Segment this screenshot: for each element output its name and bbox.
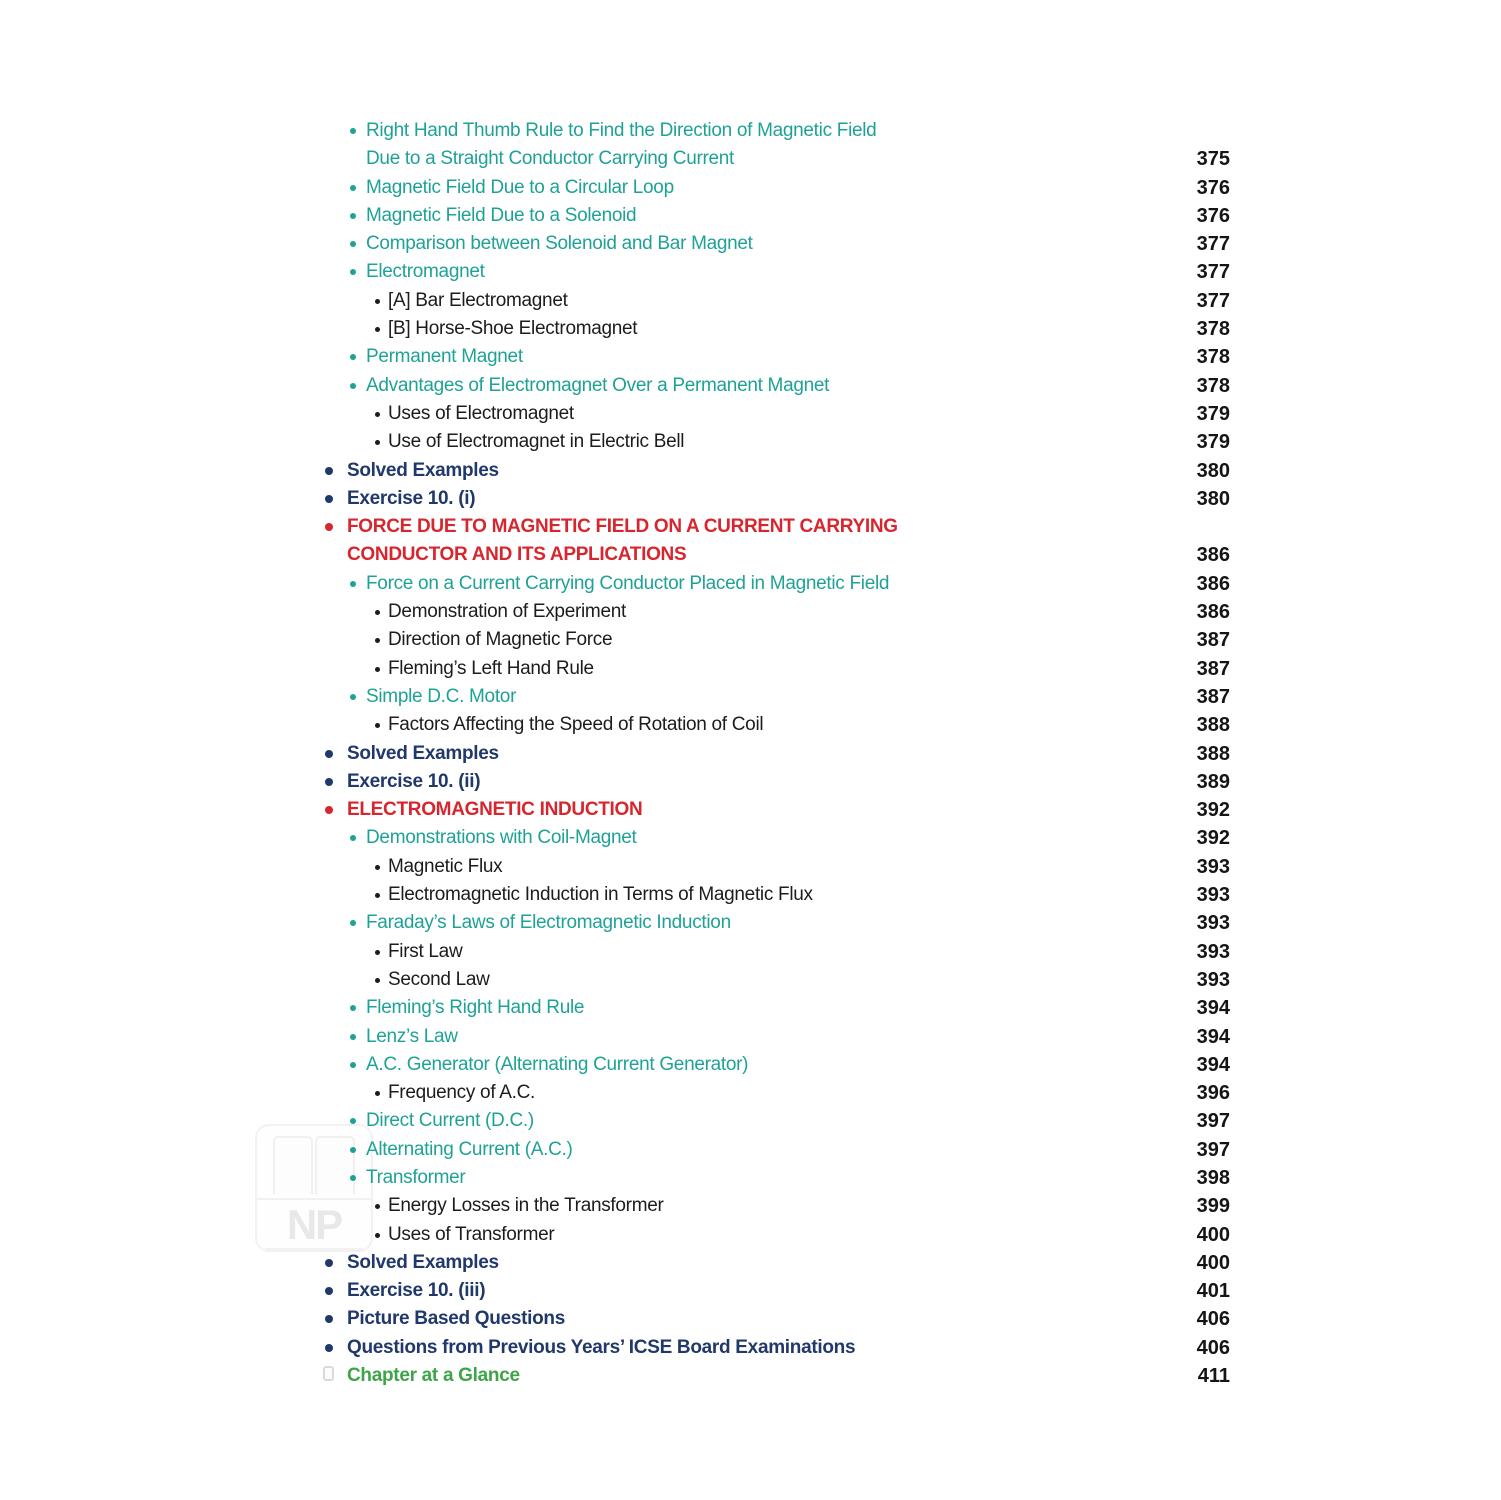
bullet-icon [375,1233,380,1238]
toc-item-page-number: 380 [1196,459,1230,482]
bullet-icon [375,412,380,417]
toc-item-label: Frequency of A.C. [388,1082,535,1104]
toc-item-label: Fleming’s Right Hand Rule [366,997,585,1019]
toc-item [325,485,1230,513]
toc-item [325,202,1230,230]
toc-item [325,853,1230,881]
toc-item [325,117,1230,174]
toc-item-label: Exercise 10. (iii) [347,1280,486,1302]
toc-item [325,1164,1230,1192]
toc-item-main [350,343,1181,371]
toc-item [325,1107,1230,1135]
toc-item-main [350,1136,1181,1164]
toc-item-page-number: 397 [1196,1110,1230,1133]
toc-item-main [350,258,1181,286]
bullet-icon [325,1315,333,1323]
bullet-icon [350,128,356,134]
toc-item-page-number: 400 [1196,1223,1230,1246]
toc-item-label: Solved Examples [347,1251,499,1273]
toc-item-main [350,909,1181,937]
toc-item-page-number: 397 [1196,1138,1230,1161]
toc-item-label: Advantages of Electromagnet Over a Permanent Magnet [366,374,830,396]
toc-item-page-number: 392 [1196,827,1230,850]
toc-item [325,428,1230,456]
toc-item-label: Factors Affecting the Speed of Rotation of Coil [388,714,764,736]
toc-item-main [375,287,1181,315]
bullet-icon [350,213,356,219]
toc-item-main [375,400,1181,428]
toc-item-main [375,655,1181,683]
bullet-icon [350,241,356,247]
toc-item [325,598,1230,626]
toc-item [325,1051,1230,1079]
toc-item-page-number: 378 [1196,374,1230,397]
bullet-icon [350,1147,356,1153]
toc-item-label: Use of Electromagnet in Electric Bell [388,431,685,453]
toc-item-label: Comparison between Solenoid and Bar Magnet [366,233,753,255]
bullet-icon [350,1062,356,1068]
toc-item [325,881,1230,909]
toc-item [325,1249,1230,1277]
toc-item-page-number: 386 [1196,544,1230,567]
toc-item [325,570,1230,598]
toc-item-page-number: 375 [1196,148,1230,171]
toc-item-main [325,768,1181,796]
bullet-icon [375,723,380,728]
toc-item-main [325,1334,1181,1362]
toc-item-label: Transformer [366,1166,466,1188]
toc-item [325,824,1230,852]
toc-item-page-number: 393 [1196,940,1230,963]
bullet-icon [375,299,380,304]
bullet-icon [375,1204,380,1209]
toc-item [325,938,1230,966]
toc-item-main [325,1305,1181,1333]
toc-item [325,994,1230,1022]
toc-item-page-number: 386 [1196,601,1230,624]
toc-item-main [375,598,1181,626]
bullet-icon [325,1344,333,1352]
toc-item-page-number: 387 [1196,657,1230,680]
toc-item-page-number: 394 [1196,1053,1230,1076]
toc-item-label: Uses of Transformer [388,1223,555,1245]
toc-item-page-number: 380 [1196,487,1230,510]
toc-item-label: Magnetic Field Due to a Solenoid [366,204,637,226]
bullet-icon [350,835,356,841]
toc-item-main [325,1277,1181,1305]
bullet-icon [350,269,356,275]
toc-item-label: Electromagnetic Induction in Terms of Magnetic Flux [388,884,813,906]
bullet-icon [350,1175,356,1181]
toc-item [325,1277,1230,1305]
bullet-icon [375,950,380,955]
toc-item [325,655,1230,683]
page-icon [323,1366,334,1381]
toc-item [325,683,1230,711]
toc-item-page-number: 378 [1196,346,1230,369]
toc-item [325,1136,1230,1164]
toc-item [325,1334,1230,1362]
toc-item-main [350,1107,1181,1135]
toc-item-label: Direct Current (D.C.) [366,1110,534,1132]
toc-item-main [325,457,1181,485]
bullet-icon [350,920,356,926]
toc-item-main [350,1051,1181,1079]
toc-item [325,711,1230,739]
toc-item-page-number: 406 [1196,1336,1230,1359]
bullet-icon [350,354,356,360]
toc-item-label: [A] Bar Electromagnet [388,289,568,311]
toc-item-main [375,938,1181,966]
toc-item [325,372,1230,400]
bullet-icon [350,581,356,587]
toc-item [325,1362,1230,1390]
toc-item-page-number: 393 [1196,968,1230,991]
toc-item [325,343,1230,371]
toc-item [325,258,1230,286]
toc-item-main [325,485,1181,513]
toc-item-page-number: 394 [1196,1025,1230,1048]
toc-item-page-number: 400 [1196,1251,1230,1274]
toc-item-label: Electromagnet [366,261,485,283]
toc-item-page-number: 378 [1196,318,1230,341]
bullet-icon [325,1287,333,1295]
toc-item-page-number: 377 [1196,261,1230,284]
toc-item-label: Solved Examples [347,459,499,481]
toc-item-main [350,570,1181,598]
toc-item-label: Energy Losses in the Transformer [388,1195,664,1217]
toc-item-page-number: 379 [1196,402,1230,425]
toc-item-label: Force on a Current Carrying Conductor Placed in Magnetic Field [366,572,890,594]
toc-item-main [325,1249,1181,1277]
toc-item-main [325,1362,1182,1390]
toc-item-page-number: 394 [1196,997,1230,1020]
toc-item-page-number: 398 [1196,1166,1230,1189]
toc-item-page-number: 401 [1196,1280,1230,1303]
bullet-icon [325,778,333,786]
toc-item [325,400,1230,428]
toc-item-label: Right Hand Thumb Rule to Find the Direction of Magnetic Field Due to a Straight Conductor Carrying Current [366,120,877,170]
toc-item-label: Simple D.C. Motor [366,685,517,707]
toc-item [325,1305,1230,1333]
bullet-icon [350,185,356,191]
bullet-icon [375,440,380,445]
toc-item [325,174,1230,202]
toc-item-label: Demonstrations with Coil-Magnet [366,827,637,849]
toc-item-main [350,1164,1181,1192]
toc-item-page-number: 389 [1196,770,1230,793]
toc-item-main [350,1023,1181,1051]
toc-item-label: Alternating Current (A.C.) [366,1138,573,1160]
bullet-icon [325,467,333,475]
bullet-icon [375,610,380,615]
toc-item-label: Solved Examples [347,742,499,764]
toc-item-label: Exercise 10. (i) [347,487,476,509]
toc-item-main [375,881,1181,909]
toc-item-label: Lenz’s Law [366,1025,458,1047]
toc-item-page-number: 387 [1196,629,1230,652]
toc-item-label: Questions from Previous Years’ ICSE Board Examinations [347,1336,856,1358]
bullet-icon [375,865,380,870]
bullet-icon [325,806,333,814]
toc-item-label: Uses of Electromagnet [388,402,574,424]
toc-item-main [375,1192,1181,1220]
toc-item-main [375,428,1181,456]
bullet-icon [375,327,380,332]
toc-item-main [325,796,1181,824]
toc-item-page-number: 393 [1196,855,1230,878]
toc-item [325,768,1230,796]
toc-item-main [375,1221,1181,1249]
toc-item-main [325,513,1181,570]
toc-item-main [350,683,1181,711]
toc-item-label: Faraday’s Laws of Electromagnetic Induction [366,912,731,934]
toc-item-label: Magnetic Flux [388,855,503,877]
toc-item [325,1023,1230,1051]
watermark-letters: NP [265,1202,363,1250]
bullet-icon [375,893,380,898]
toc-item-main [375,711,1181,739]
bullet-icon [375,667,380,672]
toc-item-page-number: 393 [1196,884,1230,907]
book-left-page-shape [273,1136,313,1194]
toc-item-page-number: 376 [1196,176,1230,199]
bullet-icon [350,1005,356,1011]
bullet-icon [325,495,333,503]
toc-item-label: Fleming’s Left Hand Rule [388,657,594,679]
toc-item-page-number: 396 [1196,1082,1230,1105]
toc-item-page-number: 388 [1196,714,1230,737]
toc-item-main [375,1079,1181,1107]
toc-item-main [375,315,1181,343]
toc-item-label: Magnetic Field Due to a Circular Loop [366,176,674,198]
toc-item-label: FORCE DUE TO MAGNETIC FIELD ON A CURRENT CARRYING CONDUCTOR AND ITS APPLICATIONS [347,516,898,566]
bullet-icon [350,1118,356,1124]
toc-item [325,513,1230,570]
toc-item-page-number: 379 [1196,431,1230,454]
toc-item-page-number: 388 [1196,742,1230,765]
toc-item-label: [B] Horse-Shoe Electromagnet [388,318,638,340]
toc-item-label: Direction of Magnetic Force [388,629,613,651]
toc-item [325,1192,1230,1220]
toc-item-page-number: 411 [1197,1365,1230,1388]
toc-item-page-number: 377 [1196,233,1230,256]
toc-item [325,909,1230,937]
toc-item-page-number: 376 [1196,204,1230,227]
toc-item [325,315,1230,343]
toc-item-main [350,230,1181,258]
toc-item-main [375,626,1181,654]
toc-item [325,230,1230,258]
toc-item-page-number: 387 [1196,685,1230,708]
toc-item-main [350,994,1181,1022]
bullet-icon [375,638,380,643]
bullet-icon [325,1259,333,1267]
toc-item [325,966,1230,994]
toc-item-main [350,202,1181,230]
toc-item-label: A.C. Generator (Alternating Current Generator) [366,1053,749,1075]
toc-item-main [375,853,1181,881]
toc-item-main [350,372,1181,400]
toc-item [325,1079,1230,1107]
toc-item-main [350,174,1181,202]
bullet-icon [325,523,333,531]
bullet-icon [350,694,356,700]
toc-item-main [375,966,1181,994]
toc-item [325,626,1230,654]
toc-item-page-number: 386 [1196,572,1230,595]
toc-item-page-number: 392 [1196,799,1230,822]
toc-item-main [350,117,1181,174]
toc-item-label: Second Law [388,968,490,990]
toc-list [325,117,1230,1390]
toc-item-page-number: 377 [1196,289,1230,312]
toc-item-label: Exercise 10. (ii) [347,770,481,792]
toc-item-label: First Law [388,940,463,962]
bullet-icon [375,1091,380,1096]
bullet-icon [350,1034,356,1040]
toc-item-page-number: 406 [1196,1308,1230,1331]
toc-item [325,796,1230,824]
toc-item [325,740,1230,768]
toc-item-label: Chapter at a Glance [347,1365,520,1387]
toc-item [325,1221,1230,1249]
toc-item-main [350,824,1181,852]
bullet-icon [350,383,356,389]
bullet-icon [325,750,333,758]
toc-item [325,287,1230,315]
toc-item-page-number: 399 [1196,1195,1230,1218]
toc-item-page-number: 393 [1196,912,1230,935]
bullet-icon [375,978,380,983]
toc-item-label: Demonstration of Experiment [388,601,626,623]
toc-item-label: Permanent Magnet [366,346,523,368]
toc-item-label: ELECTROMAGNETIC INDUCTION [347,799,643,821]
toc-item [325,457,1230,485]
toc-item-label: Picture Based Questions [347,1308,566,1330]
toc-item-main [325,740,1181,768]
